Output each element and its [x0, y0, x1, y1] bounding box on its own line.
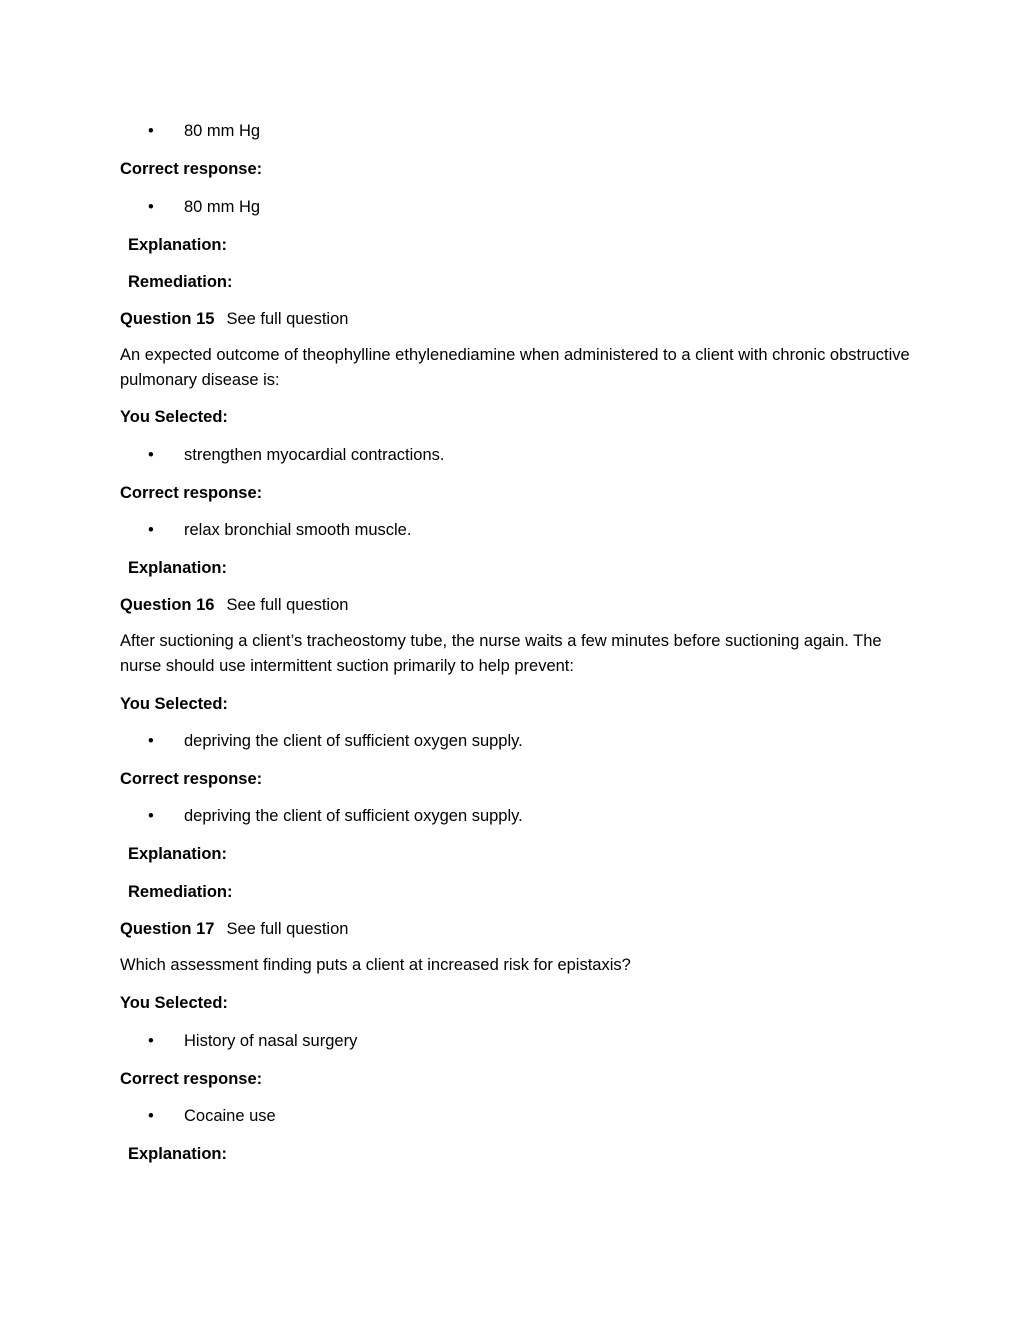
selected-answer: strengthen myocardial contractions.	[184, 446, 445, 464]
question-header	[120, 918, 348, 940]
correct-response-label: Correct response:	[120, 1070, 263, 1088]
explanation-label: Explanation:	[128, 845, 228, 863]
bullet-icon: •	[148, 1107, 154, 1125]
correct-answer: depriving the client of sufficient oxygen supply.	[184, 807, 523, 825]
see-full-question-link[interactable]: See full question	[226, 310, 349, 328]
correct-response-label: Correct response:	[120, 770, 263, 788]
remediation-label: Remediation:	[128, 883, 233, 901]
question-number: Question 17	[120, 920, 215, 938]
explanation-label: Explanation:	[128, 559, 228, 577]
bullet-icon: •	[148, 446, 154, 464]
bullet-icon: •	[148, 198, 154, 216]
selected-answer: 80 mm Hg	[184, 122, 261, 140]
bullet-icon: •	[148, 521, 154, 539]
you-selected-label: You Selected:	[120, 408, 228, 426]
correct-response-label: Correct response:	[120, 484, 263, 502]
question-text: An expected outcome of theophylline ethylenediamine when administered to a client with chronic obstructive pulmonary disease is:	[120, 346, 910, 389]
see-full-question-link[interactable]: See full question	[226, 920, 349, 938]
bullet-icon: •	[148, 122, 154, 140]
question-number: Question 16	[120, 596, 215, 614]
question-header	[120, 308, 348, 330]
correct-answer: relax bronchial smooth muscle.	[184, 521, 412, 539]
selected-answer: depriving the client of sufficient oxygen supply.	[184, 732, 523, 750]
remediation-label: Remediation:	[128, 273, 233, 291]
bullet-icon: •	[148, 807, 154, 825]
correct-answer: 80 mm Hg	[184, 198, 261, 216]
question-number: Question 15	[120, 310, 215, 328]
see-full-question-link[interactable]: See full question	[226, 596, 349, 614]
question-text: After suctioning a client’s tracheostomy tube, the nurse waits a few minutes before suctioning again. The nurse should use intermittent suction primarily to help prevent:	[120, 632, 882, 675]
you-selected-label: You Selected:	[120, 994, 228, 1012]
explanation-label: Explanation:	[128, 236, 228, 254]
selected-answer: History of nasal surgery	[184, 1032, 358, 1050]
bullet-icon: •	[148, 732, 154, 750]
question-header	[120, 594, 348, 616]
explanation-label: Explanation:	[128, 1145, 228, 1163]
correct-response-label: Correct response:	[120, 160, 263, 178]
question-text: Which assessment finding puts a client at increased risk for epistaxis?	[120, 956, 631, 974]
correct-answer: Cocaine use	[184, 1107, 276, 1125]
you-selected-label: You Selected:	[120, 695, 228, 713]
bullet-icon: •	[148, 1032, 154, 1050]
